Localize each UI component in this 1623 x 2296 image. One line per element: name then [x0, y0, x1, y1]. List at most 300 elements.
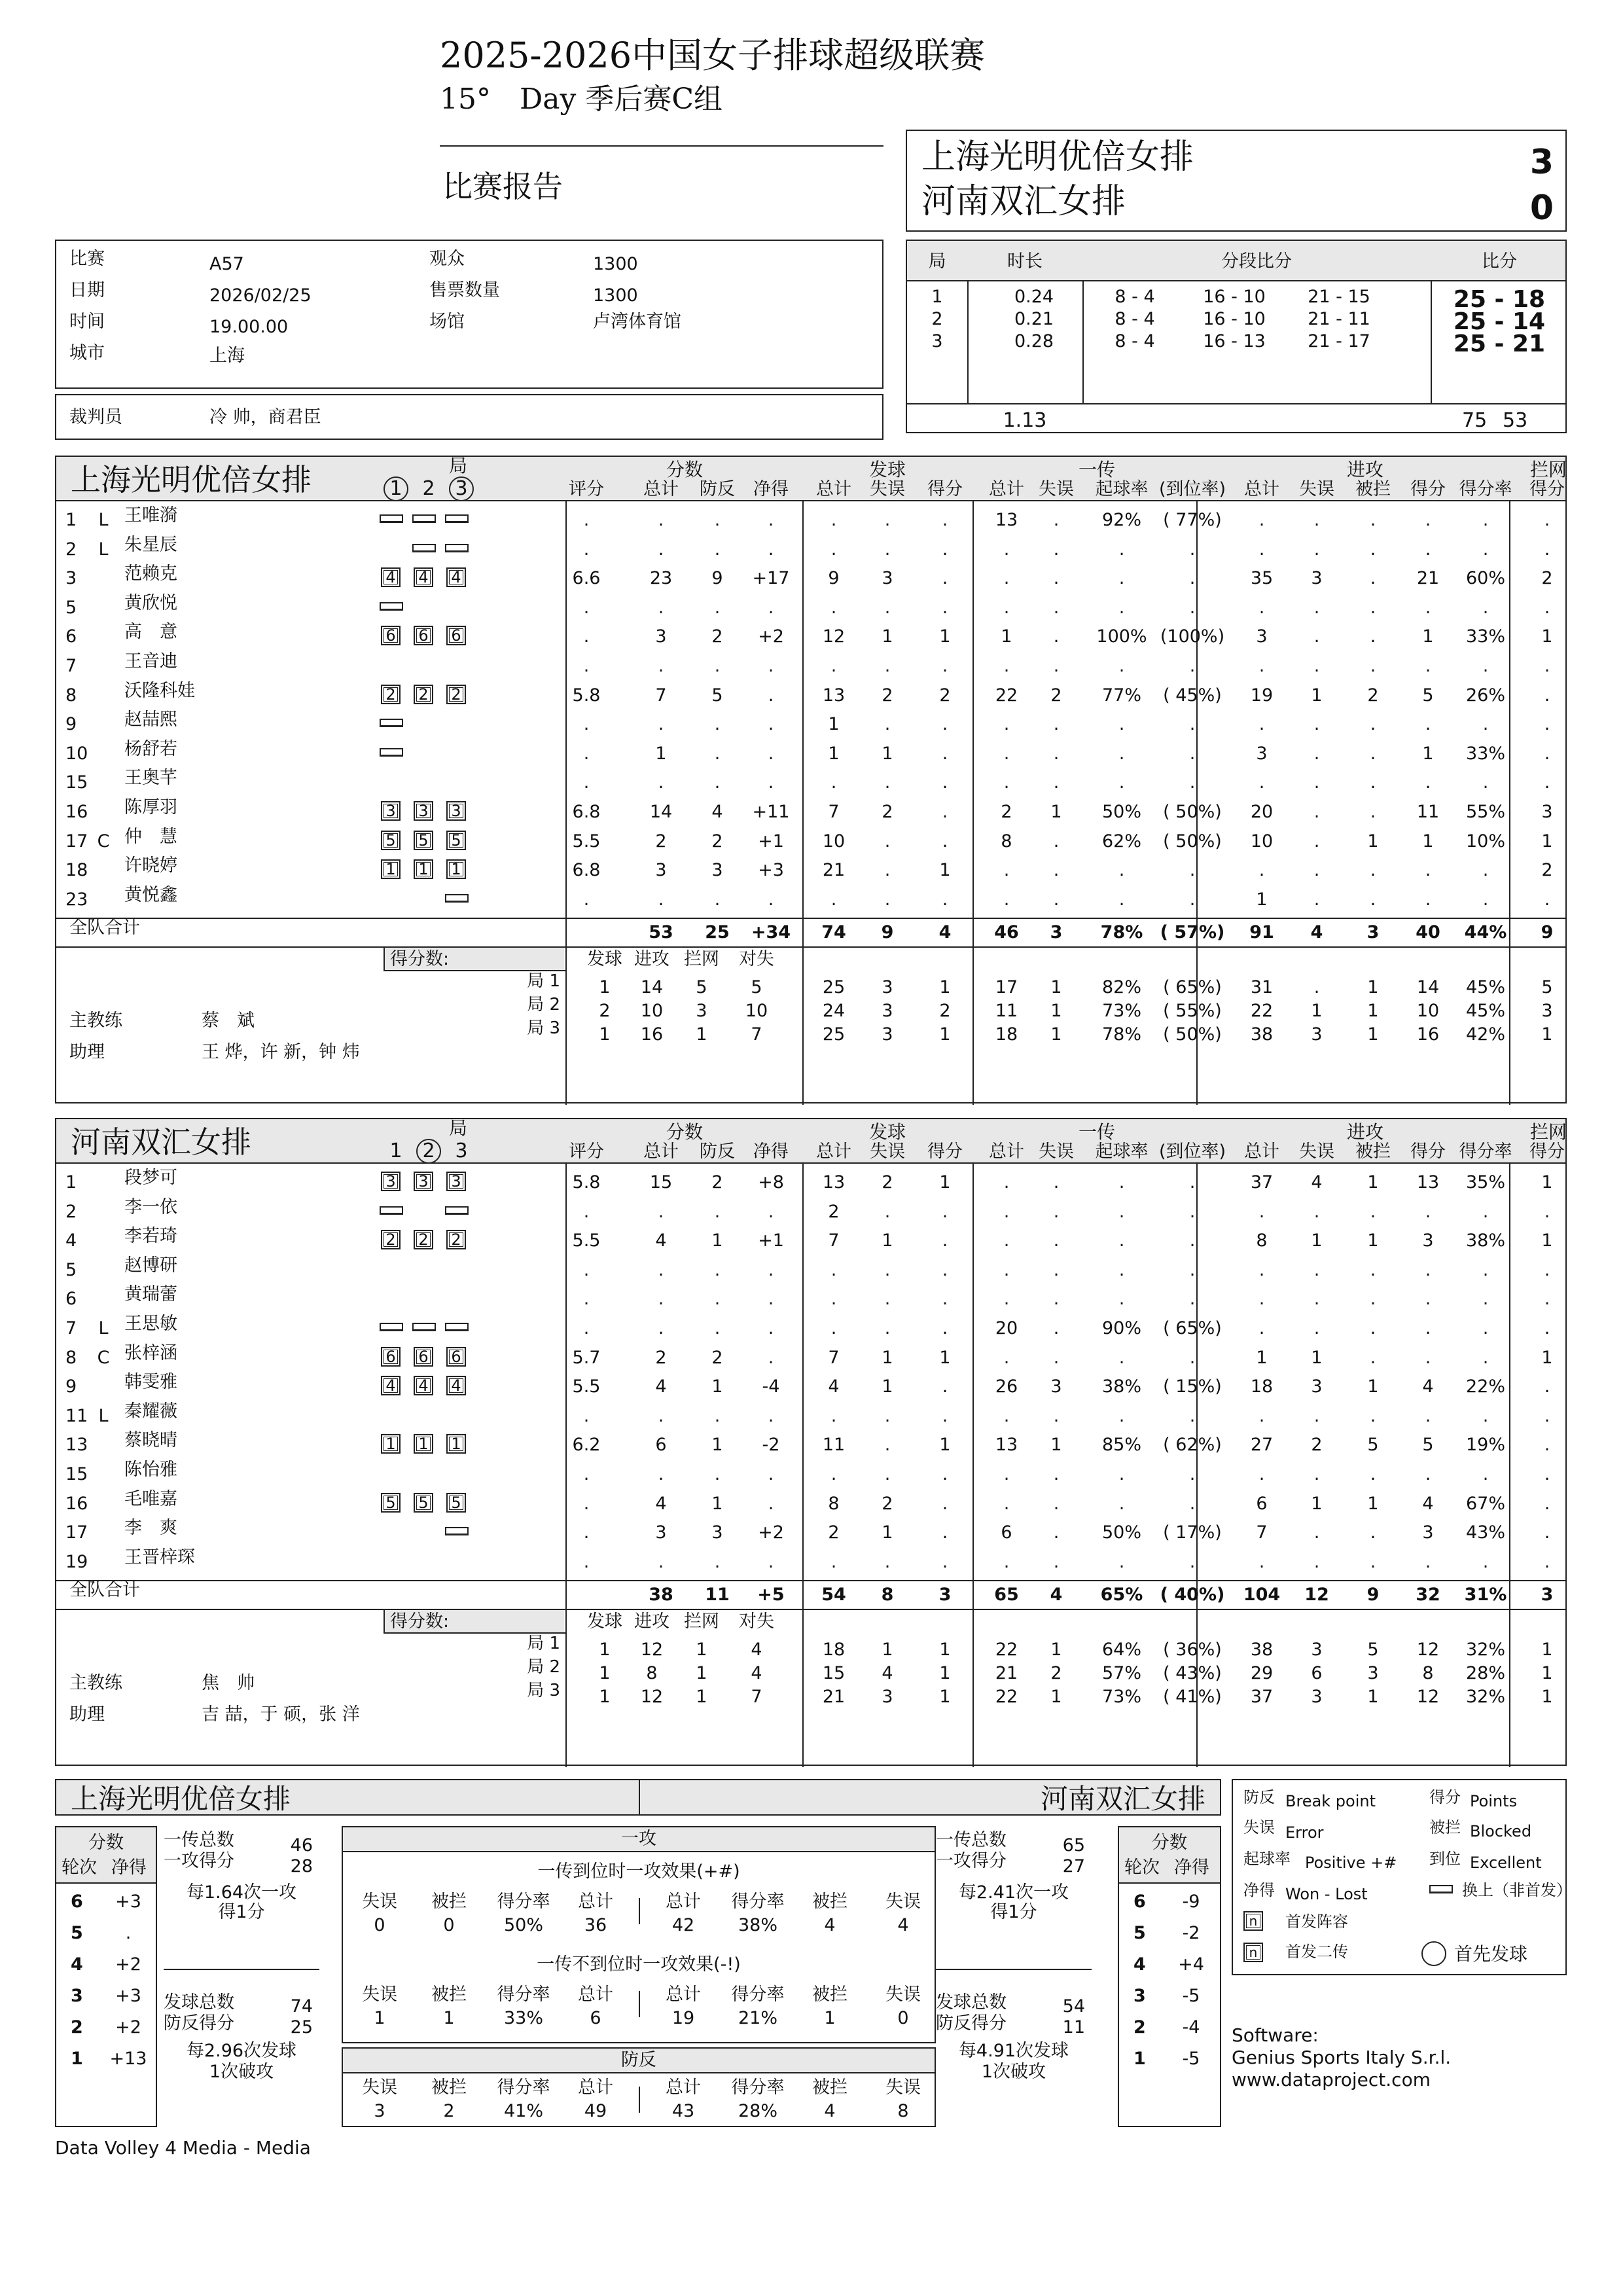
legend-value: Error: [1285, 1823, 1324, 1842]
label: 一攻得分: [164, 1851, 234, 1871]
tickets: 1300: [593, 285, 638, 306]
stat-cell: 2: [711, 831, 723, 852]
player-name: 黄悦鑫: [124, 884, 177, 905]
set-cell: 3: [882, 1024, 893, 1045]
legend-first-serve: 首先发球: [1454, 1943, 1528, 1965]
stat-cell: .: [1370, 889, 1376, 910]
bench-icon: [445, 1206, 469, 1215]
stat-cell: .: [658, 597, 664, 618]
set-cell: 17: [995, 977, 1018, 998]
note: 得1分: [218, 1902, 265, 1922]
team-total-label: 全队合计: [69, 1580, 140, 1601]
stat-cell: 1: [1422, 743, 1434, 764]
stat-cell: +8: [758, 1172, 784, 1193]
set-numbers: [380, 476, 478, 501]
stat-cell: 11: [1416, 802, 1440, 822]
stat-cell: .: [884, 1259, 891, 1280]
stat-cell: 1: [882, 743, 893, 764]
away-team-name: 河南双汇女排: [921, 182, 1126, 221]
rotation-net: +3: [115, 1986, 141, 2006]
stat-cell: .: [1258, 539, 1265, 560]
bench-icon: [445, 1323, 469, 1331]
player-row: [56, 1430, 1565, 1459]
starting-position-box: 2: [414, 685, 433, 704]
set-cell: 78%: [1101, 1024, 1141, 1045]
starting-position-box: 3: [381, 801, 401, 821]
set-cell: 1: [1541, 1663, 1553, 1684]
stat-cell: .: [1003, 1172, 1010, 1193]
grid-header: 失误: [362, 2077, 397, 2098]
stat-cell: .: [1544, 1551, 1550, 1572]
set-cell: 16: [640, 1024, 664, 1045]
stat-cell: 1: [828, 743, 840, 764]
stat-cell: .: [658, 1201, 664, 1222]
grid-value: 36: [584, 1915, 607, 1935]
starting-position-box: 5: [381, 831, 401, 850]
player-row: [56, 1460, 1565, 1488]
player-name: 秦耀薇: [124, 1401, 177, 1422]
set-cell: 3: [882, 977, 893, 998]
set-cell: 1: [696, 1024, 707, 1045]
rotation-number: 5: [71, 1923, 83, 1943]
total-cell: 104: [1243, 1585, 1281, 1605]
stat-cell: 1: [1541, 1347, 1553, 1368]
stat-cell: .: [1258, 656, 1265, 676]
stat-cell: 10: [1250, 831, 1274, 852]
stat-cell: 100%: [1096, 626, 1147, 647]
stat-cell: 5.7: [572, 1347, 601, 1368]
group-header: 分数: [666, 459, 703, 480]
column-header: (到位率): [1158, 1141, 1226, 1162]
stat-cell: ( 77%): [1163, 510, 1222, 530]
stat-cell: .: [942, 1230, 948, 1251]
set-header: 局: [449, 455, 468, 476]
rotation-number: 4: [1133, 1954, 1146, 1975]
stat-cell: 2: [1001, 802, 1012, 822]
stat-cell: .: [1189, 772, 1196, 793]
stat-cell: .: [768, 1493, 774, 1514]
total-cell: 46: [994, 922, 1019, 943]
total-cell: 25: [705, 922, 730, 943]
info-label: 城市: [69, 343, 105, 363]
stat-cell: .: [658, 1318, 664, 1338]
set-cell: 1: [1050, 1001, 1062, 1022]
stat-cell: .: [830, 1289, 837, 1310]
stat-cell: .: [1425, 1289, 1431, 1310]
set-cell: 10: [640, 1001, 664, 1022]
stat-cell: .: [1313, 1318, 1320, 1338]
column-header: 防反: [700, 479, 735, 499]
sets-label: 得分数:: [390, 1611, 450, 1632]
grid-header: 总计: [666, 1984, 701, 2005]
total-cell: 44%: [1464, 922, 1507, 943]
bench-icon: [380, 1323, 403, 1331]
stat-cell: .: [1189, 1201, 1196, 1222]
rotation-number: 2: [1133, 2017, 1146, 2037]
legend-value: Points: [1470, 1792, 1518, 1810]
stat-cell: +3: [758, 860, 784, 881]
stat-cell: .: [1118, 714, 1125, 735]
stat-cell: 5.5: [572, 831, 601, 852]
stat-cell: .: [1118, 1405, 1125, 1426]
player-name: 王音迪: [124, 651, 177, 672]
jersey-number: 11: [65, 1405, 88, 1426]
stat-cell: 22: [995, 685, 1018, 706]
stat-cell: .: [830, 597, 837, 618]
jersey-number: 9: [65, 714, 77, 735]
jersey-number: 7: [65, 1318, 77, 1338]
home-sets-won: 3: [1529, 143, 1554, 182]
jersey-number: 19: [65, 1551, 88, 1572]
column-header: 总计: [1244, 1141, 1279, 1162]
page-title: 2025-2026中国女子排球超级联赛: [440, 35, 986, 76]
stat-cell: .: [1370, 510, 1376, 530]
sets-subheader: 拦网: [684, 1611, 719, 1632]
note: 每4.91次发球: [958, 2041, 1069, 2061]
stat-cell: .: [1482, 656, 1489, 676]
stat-cell: 1: [939, 1347, 951, 1368]
starting-position-box: 1: [446, 1434, 466, 1454]
player-row: [56, 1255, 1565, 1284]
stat-cell: 3: [655, 860, 667, 881]
stat-cell: .: [942, 1493, 948, 1514]
set-label: 局 2: [527, 1657, 560, 1677]
stat-cell: 1: [1541, 831, 1553, 852]
assistant-label: 助理: [69, 1704, 105, 1725]
stat-cell: 15: [649, 1172, 673, 1193]
stat-cell: 8: [1256, 1230, 1268, 1251]
first-attack-box: [342, 1826, 936, 2043]
stat-cell: .: [1482, 597, 1489, 618]
set-cell: 1: [1050, 977, 1062, 998]
stat-cell: .: [1313, 1289, 1320, 1310]
bench-icon: [380, 719, 403, 727]
grid-header: 总计: [578, 2077, 613, 2098]
player-row: [56, 1314, 1565, 1342]
set-cell: 1: [599, 1663, 611, 1684]
set-circled-number: 3: [449, 476, 474, 501]
stat-cell: .: [1003, 539, 1010, 560]
player-name: 王唯漪: [124, 505, 177, 526]
stat-cell: .: [1313, 626, 1320, 647]
set-cell: 1: [1367, 1687, 1379, 1708]
stat-cell: .: [1118, 1230, 1125, 1251]
set-label: 局 1: [527, 971, 560, 992]
stat-cell: .: [1053, 510, 1060, 530]
set-cell: 1: [1050, 1024, 1062, 1045]
set-cell: 1: [696, 1640, 707, 1660]
stat-cell: .: [1258, 510, 1265, 530]
stat-cell: 2: [711, 1347, 723, 1368]
stat-cell: 60%: [1465, 568, 1505, 589]
grid-value: 28%: [738, 2101, 777, 2121]
note: 1次破攻: [981, 2062, 1046, 2082]
total-cell: ( 40%): [1160, 1585, 1225, 1605]
total-cell: +34: [751, 922, 791, 943]
player-name: 高 意: [124, 622, 177, 643]
stat-cell: .: [583, 656, 590, 676]
stat-cell: .: [714, 656, 721, 676]
set-cell: 22: [995, 1640, 1018, 1660]
stat-cell: .: [1425, 539, 1431, 560]
stat-cell: .: [1003, 597, 1010, 618]
player-name: 黄瑞蕾: [124, 1284, 177, 1305]
set-cell: 0.28: [1014, 331, 1054, 351]
stat-cell: .: [1118, 1259, 1125, 1280]
group-header: 拦网: [1529, 1121, 1567, 1143]
stat-cell: .: [1544, 510, 1550, 530]
starting-position-box: 4: [381, 1376, 401, 1395]
player-name: 李一依: [124, 1196, 177, 1217]
set-cell: 1: [1367, 977, 1379, 998]
set-cell: 4: [882, 1663, 893, 1684]
set-cell: 0.21: [1014, 309, 1054, 329]
column-header: 得分率: [1459, 479, 1512, 499]
stat-cell: .: [1053, 1318, 1060, 1338]
role-marker: C: [97, 831, 110, 852]
set-cell: 1: [939, 1663, 951, 1684]
total-cell: 4: [938, 922, 952, 943]
set-cell: 7: [751, 1024, 762, 1045]
stat-cell: .: [830, 510, 837, 530]
stat-cell: .: [942, 889, 948, 910]
set-circled-number: 1: [383, 476, 408, 501]
stat-cell: .: [583, 597, 590, 618]
stat-cell: .: [583, 626, 590, 647]
stat-cell: ( 50%): [1163, 802, 1222, 822]
legend-value: Blocked: [1470, 1822, 1532, 1840]
stat-cell: .: [714, 510, 721, 530]
player-name: 赵博研: [124, 1255, 177, 1276]
stat-cell: .: [1003, 860, 1010, 881]
stat-cell: 18: [1250, 1376, 1274, 1397]
column-header: 总计: [989, 479, 1024, 499]
grid-header: 被拦: [812, 1892, 847, 1912]
player-name: 王奥芊: [124, 768, 177, 789]
software-url[interactable]: www.dataproject.com: [1232, 2069, 1431, 2090]
starter-square-icon: n: [1243, 1911, 1263, 1931]
total-cell: 4: [1050, 1585, 1063, 1605]
grid-header: 得分率: [497, 2077, 550, 2098]
stat-cell: .: [1189, 889, 1196, 910]
starting-position-box: 1: [414, 859, 433, 879]
team-total-row: [56, 1580, 1565, 1609]
player-name: 范赖克: [124, 564, 177, 584]
stat-cell: ( 45%): [1163, 685, 1222, 706]
set-col-header: 局: [928, 251, 946, 272]
total-cell: 32: [1416, 1585, 1440, 1605]
player-row: [56, 797, 1565, 826]
stat-cell: 10%: [1465, 831, 1505, 852]
stat-cell: .: [1053, 568, 1060, 589]
stat-cell: .: [1118, 860, 1125, 881]
stat-cell: .: [830, 1405, 837, 1426]
set-cell: 21: [995, 1663, 1018, 1684]
set-cell: 5: [751, 977, 762, 998]
stat-cell: .: [583, 1405, 590, 1426]
report-title: 比赛报告: [442, 169, 563, 204]
stat-cell: .: [714, 1405, 721, 1426]
set-cell: 11: [995, 1001, 1018, 1022]
set-cell: 22: [995, 1687, 1018, 1708]
stat-cell: .: [583, 539, 590, 560]
rotation-number: 3: [1133, 1986, 1146, 2006]
set-cell: 3: [882, 1001, 893, 1022]
set-cell: 1: [599, 1640, 611, 1660]
stat-cell: .: [1053, 1201, 1060, 1222]
grid-header: 被拦: [431, 1984, 467, 2005]
starting-position-box: 5: [414, 1493, 433, 1513]
set-cell: 1: [1541, 1640, 1553, 1660]
stat-cell: .: [768, 656, 774, 676]
column-header: 失误: [1299, 1141, 1334, 1162]
stat-cell: .: [1258, 714, 1265, 735]
stat-cell: 21: [822, 860, 846, 881]
stat-cell: .: [1425, 714, 1431, 735]
stat-cell: .: [942, 743, 948, 764]
group-header: 分数: [666, 1121, 703, 1143]
team-name: 河南双汇女排: [71, 1124, 251, 1160]
stat-cell: .: [830, 1259, 837, 1280]
player-name: 许晓婷: [124, 855, 177, 876]
set-cell: 5: [696, 977, 707, 998]
player-row: [56, 768, 1565, 797]
stat-cell: 1: [1422, 831, 1434, 852]
info-label: 时间: [69, 312, 105, 332]
stat-cell: .: [1189, 539, 1196, 560]
set-cell: 7: [751, 1687, 762, 1708]
starting-position-box: 6: [381, 1347, 401, 1367]
stat-cell: .: [1053, 1172, 1060, 1193]
set-cell: 3: [1541, 1001, 1553, 1022]
stat-cell: .: [942, 568, 948, 589]
player-row: [56, 709, 1565, 738]
stat-cell: ( 50%): [1163, 831, 1222, 852]
stat-cell: 1: [1422, 626, 1434, 647]
stat-cell: .: [714, 1201, 721, 1222]
stat-cell: 2: [939, 685, 951, 706]
rotation-net: -4: [1182, 2017, 1200, 2037]
grid-header: 得分率: [497, 1984, 550, 2005]
stat-cell: 37: [1250, 1172, 1274, 1193]
stat-cell: 3: [1311, 1376, 1323, 1397]
set-cell: 1: [696, 1687, 707, 1708]
stat-cell: 12: [822, 626, 846, 647]
stat-cell: ( 62%): [1163, 1435, 1222, 1456]
stat-cell: .: [1053, 743, 1060, 764]
stat-cell: .: [768, 1259, 774, 1280]
set-cell: 14: [640, 977, 664, 998]
stat-cell: 4: [1311, 1172, 1323, 1193]
starting-position-box: 4: [414, 567, 433, 587]
starting-position-box: 1: [446, 859, 466, 879]
stat-cell: .: [1370, 1464, 1376, 1484]
stat-cell: .: [1425, 510, 1431, 530]
match-date: 2026/02/25: [209, 285, 312, 306]
sets-subheader: 对失: [739, 949, 774, 970]
stat-cell: .: [1053, 1464, 1060, 1484]
grid-header: 总计: [666, 2077, 701, 2098]
column-header: 起球率: [1095, 1141, 1149, 1162]
stat-cell: 10: [822, 831, 846, 852]
stat-cell: .: [1425, 1551, 1431, 1572]
bench-icon: [445, 544, 469, 552]
stat-cell: 3: [655, 1522, 667, 1543]
stat-cell: .: [768, 685, 774, 706]
starting-position-box: 2: [446, 685, 466, 704]
set-cell: ( 36%): [1163, 1640, 1222, 1660]
set-cell: 10: [745, 1001, 768, 1022]
starting-position-box: 6: [446, 626, 466, 645]
stat-cell: 1: [828, 714, 840, 735]
set-cell: 8: [646, 1663, 658, 1684]
set-number: 3: [455, 1139, 468, 1162]
bench-icon: [380, 1206, 403, 1215]
set-stat-row: [56, 1659, 1565, 1682]
bench-icon: [380, 602, 403, 611]
stat-cell: 2: [882, 1172, 893, 1193]
stat-cell: .: [830, 1551, 837, 1572]
set-numbers: [380, 1139, 478, 1164]
stat-cell: 2: [655, 831, 667, 852]
stat-cell: .: [884, 1464, 891, 1484]
jersey-number: 2: [65, 539, 77, 560]
set-cell: 10: [1416, 1001, 1440, 1022]
stat-cell: .: [1313, 1405, 1320, 1426]
stat-cell: .: [768, 1347, 774, 1368]
stat-cell: .: [1189, 1230, 1196, 1251]
set-stat-row: [56, 1682, 1565, 1706]
stat-cell: .: [1544, 714, 1550, 735]
software-label: Software:: [1232, 2024, 1319, 2046]
set-cell: 2: [1050, 1663, 1062, 1684]
stat-cell: .: [714, 1464, 721, 1484]
stat-cell: .: [1370, 772, 1376, 793]
stat-cell: 13: [995, 1435, 1018, 1456]
grid-value: 1: [374, 2008, 385, 2028]
set-cell: 24: [822, 1001, 846, 1022]
rotation-net: +13: [109, 2049, 147, 2069]
set-cell: 12: [640, 1687, 664, 1708]
stat-cell: 1: [882, 626, 893, 647]
stat-cell: .: [1003, 714, 1010, 735]
stat-cell: 5.5: [572, 1230, 601, 1251]
stat-cell: 1: [882, 1522, 893, 1543]
player-name: 沃隆科娃: [124, 680, 195, 701]
grid-value: 4: [824, 2101, 836, 2121]
total-cell: 65%: [1100, 1585, 1143, 1605]
set-cell: ( 43%): [1163, 1663, 1222, 1684]
info-label: 比赛: [69, 249, 105, 269]
stat-cell: 5.8: [572, 685, 601, 706]
rotation-number: 1: [71, 2049, 83, 2069]
stat-cell: .: [768, 772, 774, 793]
note: 得1分: [990, 1902, 1037, 1922]
stat-cell: .: [583, 1464, 590, 1484]
stat-cell: .: [1313, 831, 1320, 852]
stat-cell: .: [1425, 1405, 1431, 1426]
grid-header: 被拦: [431, 2077, 467, 2098]
set-cell: 12: [1416, 1687, 1440, 1708]
player-name: 张梓涵: [124, 1342, 177, 1363]
stat-cell: .: [1370, 1318, 1376, 1338]
set-cell: 3: [1311, 1687, 1323, 1708]
grid-value: 3: [374, 2101, 385, 2121]
grid-value: 50%: [503, 1915, 543, 1935]
home-bp-points: 25: [290, 2017, 313, 2037]
stat-cell: 4: [655, 1493, 667, 1514]
stat-cell: .: [658, 656, 664, 676]
